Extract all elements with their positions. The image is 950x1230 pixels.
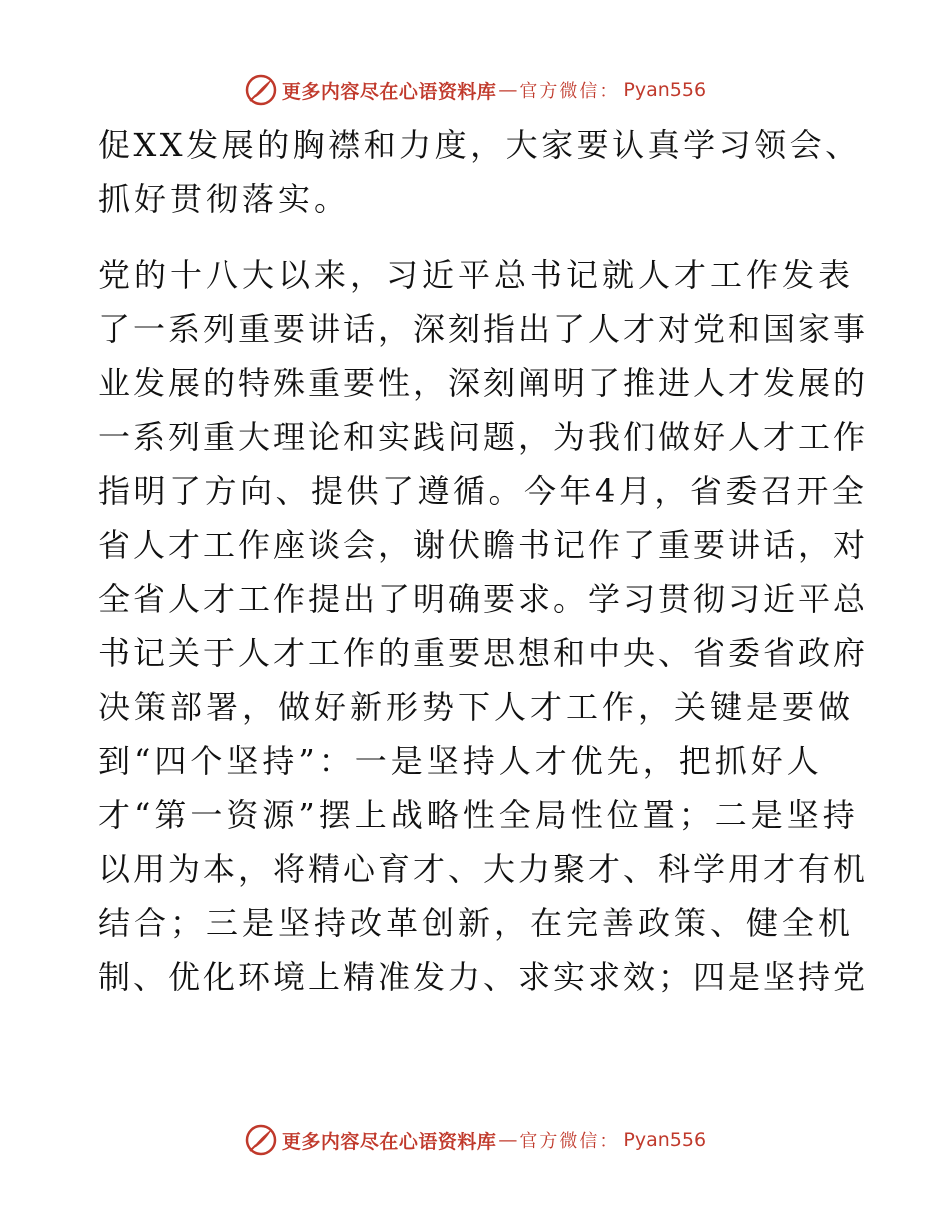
text-line: 书记关于人才工作的重要思想和中央、省委省政府	[98, 634, 869, 672]
text-line: 结合；三是坚持改革创新，在完善政策、健全机	[98, 904, 855, 942]
text-line: 才“第一资源”摆上战略性全局性位置；二是坚持	[98, 796, 859, 834]
watermark-separator: —	[498, 1129, 518, 1151]
text-line: 决策部署，做好新形势下人才工作，关键是要做	[98, 688, 855, 726]
watermark-wechat-id: Pyan556	[623, 1129, 707, 1151]
watermark-wechat-id: Pyan556	[623, 79, 707, 101]
text-line: 以用为本，将精心育才、大力聚才、科学用才有机	[98, 850, 869, 888]
text-line: 制、优化环境上精准发力、求实求效；四是坚持党	[98, 958, 869, 996]
text-line: 省人才工作座谈会，谢伏瞻书记作了重要讲话，对	[98, 526, 869, 564]
paragraph-2	[98, 248, 869, 1004]
text-line: 促XX发展的胸襟和力度，大家要认真学习领会、	[98, 126, 861, 164]
watermark-separator: —	[498, 79, 518, 101]
document-body	[98, 118, 869, 1004]
watermark-banner-bottom	[0, 1120, 950, 1160]
text-line: 指明了方向、提供了遵循。今年4月，省委召开全	[98, 472, 868, 510]
text-line: 全省人才工作提出了明确要求。学习贯彻习近平总	[98, 580, 869, 618]
quill-logo-icon	[244, 1123, 278, 1157]
watermark-main-text: 更多内容尽在心语资料库	[281, 1130, 497, 1153]
paragraph-1	[98, 118, 861, 226]
quill-logo-icon	[244, 73, 278, 107]
watermark-main-text: 更多内容尽在心语资料库	[281, 80, 497, 103]
text-line: 一系列重大理论和实践问题，为我们做好人才工作	[98, 418, 869, 456]
text-line: 抓好贯彻落实。	[98, 180, 351, 218]
text-line: 到“四个坚持”：一是坚持人才优先，把抓好人	[98, 742, 823, 780]
text-line: 了一系列重要讲话，深刻指出了人才对党和国家事	[98, 310, 869, 348]
watermark-banner-top	[0, 70, 950, 110]
text-line: 党的十八大以来，习近平总书记就人才工作发表	[98, 256, 855, 294]
text-line: 业发展的特殊重要性，深刻阐明了推进人才发展的	[98, 364, 869, 402]
watermark-label: 官方微信：	[519, 1131, 620, 1152]
watermark-label: 官方微信：	[519, 81, 620, 102]
